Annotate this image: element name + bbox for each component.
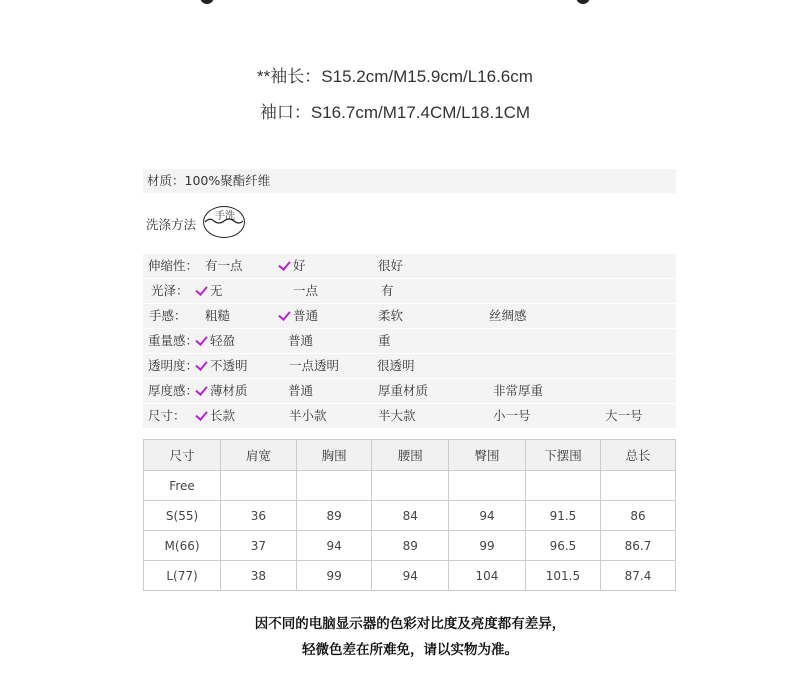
attribute-option xyxy=(378,404,416,428)
attribute-option xyxy=(195,329,235,353)
size-table-cell: 94 xyxy=(296,531,372,561)
attribute-option-text: 非常厚重 xyxy=(493,383,544,398)
checkmark-icon xyxy=(195,408,207,421)
attribute-option-text: 粗糙 xyxy=(205,308,231,323)
attribute-option-text: 厚重材质 xyxy=(378,383,429,398)
attribute-row xyxy=(143,354,676,378)
size-table-header-cell: 肩宽 xyxy=(221,440,297,471)
size-table-header-cell: 胸围 xyxy=(296,440,372,471)
table-row xyxy=(144,561,676,591)
size-table-cell xyxy=(449,471,526,501)
size-table-cell: 86.7 xyxy=(601,531,676,561)
size-table-cell xyxy=(525,471,600,501)
size-table-cell: 99 xyxy=(449,531,526,561)
sleeve-length-text: **袖长：S15.2cm/M15.9cm/L16.6cm xyxy=(257,67,533,86)
attribute-option-text: 长款 xyxy=(210,408,236,423)
color-note-line1: 因不同的电脑显示器的色彩对比度及亮度都有差异， xyxy=(254,616,566,632)
attribute-option-text: 很透明 xyxy=(377,358,415,373)
cuff-text: 袖口：S16.7cm/M17.4CM/L18.1CM xyxy=(259,103,531,122)
checkmark-icon xyxy=(195,358,207,371)
attribute-option-text: 有 xyxy=(381,283,394,298)
size-table-cell: L(77) xyxy=(144,561,221,591)
attribute-row xyxy=(143,304,676,328)
attribute-option-text: 薄材质 xyxy=(210,383,248,398)
attribute-option xyxy=(377,354,415,378)
attribute-option-text: 有一点 xyxy=(205,258,243,273)
color-note-line2: 轻微色差在所难免，请以实物为准。 xyxy=(302,642,518,658)
size-table-cell: 96.5 xyxy=(525,531,600,561)
size-table-cell: 99 xyxy=(296,561,372,591)
attribute-option xyxy=(378,329,391,353)
attribute-option xyxy=(381,279,394,303)
attribute-option-text: 不透明 xyxy=(210,358,248,373)
attribute-row xyxy=(143,329,676,353)
attribute-option xyxy=(489,304,527,328)
attribute-label: 透明度： xyxy=(148,358,199,373)
attribute-option xyxy=(289,354,339,378)
hand-wash-text: 手洗 xyxy=(215,211,235,222)
checkmark-icon xyxy=(195,383,207,396)
size-table-cell: 37 xyxy=(221,531,297,561)
attribute-option xyxy=(493,379,543,403)
table-row xyxy=(144,531,676,561)
size-table-cell: 38 xyxy=(221,561,297,591)
attribute-row xyxy=(143,254,676,278)
size-table-cell xyxy=(601,471,676,501)
material-row xyxy=(143,169,676,193)
size-table-cell: 94 xyxy=(372,561,449,591)
attribute-option-text: 普通 xyxy=(288,333,314,348)
size-table-cell: 36 xyxy=(221,501,297,531)
checkmark-icon xyxy=(195,283,207,296)
size-table-cell xyxy=(296,471,372,501)
size-table-cell: 89 xyxy=(372,531,449,561)
attribute-label: 尺寸： xyxy=(148,408,186,423)
attribute-option xyxy=(195,379,248,403)
attribute-option xyxy=(205,254,243,278)
size-table-cell: M(66) xyxy=(144,531,221,561)
attribute-row xyxy=(143,379,676,403)
attribute-option-text: 半大款 xyxy=(378,408,416,423)
size-table-header-cell: 下摆围 xyxy=(525,440,600,471)
size-table-cell: 101.5 xyxy=(525,561,600,591)
attribute-option xyxy=(288,329,313,353)
attribute-option-text: 无 xyxy=(210,283,223,298)
attribute-option xyxy=(289,404,327,428)
attribute-option-text: 很好 xyxy=(378,258,404,273)
attribute-option-text: 轻盈 xyxy=(210,333,236,348)
attribute-option xyxy=(195,354,248,378)
attribute-option xyxy=(378,254,403,278)
size-table xyxy=(143,439,676,591)
size-table-cell: 86 xyxy=(601,501,676,531)
size-table-cell: 89 xyxy=(296,501,372,531)
attribute-option xyxy=(205,304,230,328)
top-decoration-right xyxy=(576,0,590,4)
attribute-option xyxy=(378,379,428,403)
attribute-option xyxy=(605,404,643,428)
attribute-label: 手感： xyxy=(149,308,187,323)
size-table-cell xyxy=(221,471,297,501)
attribute-option-text: 普通 xyxy=(293,308,319,323)
attribute-row xyxy=(143,404,676,428)
attribute-option xyxy=(278,304,318,328)
attribute-option xyxy=(293,279,318,303)
attribute-option xyxy=(493,404,531,428)
size-table-cell xyxy=(372,471,449,501)
table-row xyxy=(144,471,676,501)
top-decoration-left xyxy=(200,0,214,4)
attribute-label: 光泽： xyxy=(151,283,189,298)
attribute-option-text: 丝绸感 xyxy=(489,308,527,323)
size-table-cell: 104 xyxy=(449,561,526,591)
attribute-option xyxy=(195,404,235,428)
size-table-cell: 84 xyxy=(372,501,449,531)
checkmark-icon xyxy=(278,258,290,271)
attribute-option-text: 大一号 xyxy=(605,408,643,423)
hand-wash-icon xyxy=(203,206,245,238)
attribute-option-text: 小一号 xyxy=(493,408,531,423)
attribute-label: 厚度感： xyxy=(148,383,199,398)
attribute-option-text: 普通 xyxy=(288,383,314,398)
attribute-option xyxy=(378,304,403,328)
size-table-header xyxy=(144,440,676,471)
checkmark-icon xyxy=(195,333,207,346)
size-table-header-cell: 臀围 xyxy=(449,440,526,471)
attribute-option-text: 好 xyxy=(293,258,306,273)
attribute-label: 伸缩性： xyxy=(148,258,199,273)
attribute-row xyxy=(143,279,676,303)
attribute-option-text: 柔软 xyxy=(378,308,404,323)
attribute-option xyxy=(288,379,313,403)
size-table-cell: 87.4 xyxy=(601,561,676,591)
size-table-header-cell: 总长 xyxy=(601,440,676,471)
attribute-option-text: 半小款 xyxy=(289,408,327,423)
size-table-header-cell: 尺寸 xyxy=(144,440,221,471)
material-text: 材质：100%聚酯纤维 xyxy=(147,173,271,188)
washing-row xyxy=(143,205,676,241)
washing-label: 洗涤方法 xyxy=(146,217,197,232)
attribute-option-text: 一点透明 xyxy=(289,358,340,373)
table-row xyxy=(144,501,676,531)
checkmark-icon xyxy=(278,308,290,321)
attribute-option-text: 一点 xyxy=(293,283,319,298)
size-table-cell: S(55) xyxy=(144,501,221,531)
size-table-cell: 91.5 xyxy=(525,501,600,531)
size-table-cell: Free xyxy=(144,471,221,501)
attribute-option xyxy=(278,254,306,278)
size-table-cell: 94 xyxy=(449,501,526,531)
attribute-option-text: 重 xyxy=(378,333,391,348)
attribute-label: 重量感： xyxy=(148,333,199,348)
size-table-header-cell: 腰围 xyxy=(372,440,449,471)
attribute-option xyxy=(195,279,223,303)
